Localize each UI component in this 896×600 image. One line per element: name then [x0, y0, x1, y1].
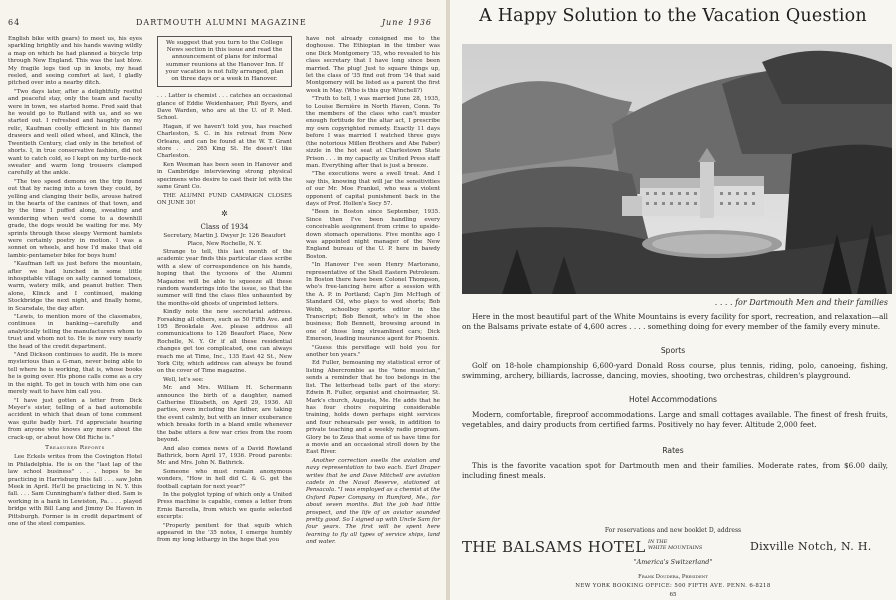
section-ornament: ✲ — [221, 209, 228, 219]
ad-tagline: . . . . for Dartmouth Men and their families — [714, 298, 888, 307]
class-title: Class of 1934 — [200, 222, 249, 231]
rates-text — [462, 461, 888, 480]
president-line: Frank Doudera, President — [638, 574, 708, 580]
booking-office: NEW YORK BOOKING OFFICE: 500 FIFTH AVE. PENN. 6-8218 — [575, 583, 771, 589]
paragraph: Strange to tell, this last month of the academic year finds this particular class scribe with a slew of correspondence on his hands, hoping that the tycoons of the Alumni Magazine will be able to squeeze all these random wanderings into the issue, so that the summer will find the class files unhaunted by the months-old ghosts of unprinted letters. — [157, 248, 292, 307]
right-page-advertisement — [450, 0, 896, 600]
page-number-right: 65 — [669, 592, 677, 598]
notice-box: We suggest that you turn to the College News section in this issue and read the announcement of plans for informal summer reunions at the Hanover Inn. If your vacation is not fully arranged, plan on three days or a week in Hanover. — [157, 36, 292, 87]
paragraph: Ken Weeman has been seen in Hanover and in Cambridge interviewing strong physical specimens who desire to cast their lot with the same Grant Co. — [157, 161, 292, 191]
paragraph: Lee Eckels writes from the Covington Hotel in Philadelphia. He is on the "last lap of the law school business" . . . hopes to be practicing in Harrisburg this fall . . . saw John Meek in April. He'll be practicing in N. Y. this fall. . . . Sam Cunningham's father died. Sam is working in a bank in Lewiston, Pa. . . . played bridge with Bill Lang and Jimmy De Haven in Pittsburgh. Former is in credit department of one of the steel companies. — [8, 454, 142, 527]
paragraph: Ed Fuller, bemoaning my statistical error of listing Abercrombie as the "lone musician," sends a reminder that he too belongs in the list. The letterhead tells part of the story: Edwin R. Fuller, organist and choirmaster, St. Mark's church, Augusta, Me. He adds that he has four choirs requiring considerable training, holds down perhaps eight services and four rehearsals per week, in addition to private teaching and a weekly radio program. Glory be to Zeus that some of us have time for a movie and an occasional stroll down by the East River. — [306, 360, 440, 456]
paragraph: "The two speed demons on the trip found out that by racing into a town they could, by yelling and clanging their bells, arouse hatred in the hearts of the canines of that town, and by the time I puffed along, sweating and wondering when we'd come to a downhill grade, the dogs would be waiting for me. My sprints through these sleepy Vermont hamlets were certainly poetry in motion. I was a sonnet on wheels, and how I'd make that old lambic-pentameter bike for boys hum! — [8, 178, 142, 259]
left-page — [0, 0, 446, 600]
paragraph: have not already consigned me to the doghouse. The Ethiopian in the timber was one Dick Montgomery '35, who revealed to his class secretary that I have long since been married. The plug! Just to square things up, let the class of '35 find out from '34 that said Montgomery will be listed as a parent the first week in May. (Who is this guy Winchell?) — [306, 36, 440, 94]
column-2 — [157, 36, 292, 546]
paragraph: "Truth to tell, I was married June 28, 1935, to Louise Bernière in North Haven, Conn. To the members of the class who can't muster enough fortitude for the altar act, I prescribe my own copyrighted remedy. Exactly 11 days before I was married I watched three guys (the notorious Millen Brothers and Abe Faber) sizzle in the hot seat at Charlestown State Prison . . . in my capacity as United Press staff man. Everything after that is just a breeze. — [306, 96, 440, 169]
paragraph: "In Hanover I've seen Henry Martorano, representative of the Shell Eastern Petroleum. In Boston there have been Colonel Thompson, who's free-lancing here after a session with the A. P. in Portland; Cap'n Jim McHugh of Standard Oil, who plays to wed shorts; Bob Webb, schoolboy sports editor in the Transcript; Bob Benoit, who's in the shoe business; Bob Bennett, browsing around in one of those long streamlined cars; Dick Emerson, leading insurance agent for Phoenix. — [306, 262, 440, 343]
sports-text — [462, 361, 888, 380]
slogan: "America's Switzerland" — [633, 558, 713, 566]
paragraph: Someone who must remain anonymous wonders, "How in hell did C. & G. get the football captain for next year?" — [157, 468, 292, 490]
paragraph: Mr. and Mrs. William H. Schermann announce the birth of a daughter, named Catherine Elizabeth, on April 29, 1936. All parties, even including the father, are taking the event calmly, but with an inner exuberance which breaks forth in a bland smile whenever the babe utters a few war cries from the room beyond. — [157, 385, 292, 444]
paragraph: "Guess this persiflage will hold you for another ten years." — [306, 344, 440, 359]
hotel-location: Dixville Notch, N. H. — [750, 540, 872, 553]
paragraph: And also comes news of a David Rowland Bathrick, born April 17, 1936. Proud parents: Mr. and Mrs. John N. Bathrick. — [157, 445, 292, 467]
paragraph: "I have just gotten a letter from Dick Meyer's sister, telling of a bad automobile accident in which that dean of tone comment was quite badly hurt. I'd appreciate hearing from anyone who knows any more about the crack-up, or about how Old Riche is." — [8, 397, 142, 441]
rates-heading: Rates — [662, 446, 684, 455]
column-1 — [8, 36, 142, 529]
hotel-name: THE BALSAMS HOTEL — [462, 538, 646, 556]
paragraph: "Been in Boston since September, 1935. Since then I've been handling every conceivable assignment from crime to upside-down stomach operations. Five months ago I was appointed night manager of the New England bureau of the U. P. here in bawdy Boston. — [306, 209, 440, 260]
paragraph: In the polyglot typing of which only a United Press machine is capable, comes a letter from Ernie Barcella, from which we quote selected excerpts: — [157, 491, 292, 521]
paragraph: "Two days later, after a delightfully restful and peaceful stay, only the team and faculty were in town, we started home. Fred said that he would go to Rutland with us, and so we started out. I refreshed and haughty on my relic, Kaufman coolly efficient in his flannel drawers and well oiled wheel, and Klinck, the Twentieth Century, clad only in the briefest of shorts. I, in true conservative fashion, did not want to catch cold, so I kept on my turtle-neck sweater and warm long trousers clamped carefully at the ankle. — [8, 88, 142, 177]
hotel-accommodations-heading: Hotel Accommodations — [628, 395, 717, 404]
ad-headline: A Happy Solution to the Vacation Question — [479, 6, 867, 26]
white-mountains-text: WHITE MOUNTAINS — [648, 545, 703, 551]
paragraph: Golf on 18-hole championship 6,600-yard Donald Ross course, plus tennis, riding, polo, canoeing, fishing, swimming, archery, billiards, lacrosse, dancing, movies, shooting, two orchestras, children's playground. — [462, 361, 888, 380]
ad-intro — [462, 312, 888, 331]
paragraph: Well, let's see: — [163, 376, 204, 383]
white-mountains-label — [648, 539, 702, 551]
sports-heading: Sports — [660, 346, 686, 355]
paragraph: "Properly penitent for that squib which appeared in the '35 notes, I emerge humbly from my long lethargy in the hope that you — [157, 522, 292, 544]
paragraph: Another correction swells the aviation and navy representation to two each. Earl Draper writes that he and Dave Mitchell are aviation cadets in the Naval Reserve, stationed at Pensacola. "I was employed as a chemist at the Oxford Paper Company in Rumford, Me., for about seven months. But the job had little prospect, and the life of an aviator sounded pretty good. So I signed up with Uncle Sam for four years. The first will be spent here learning to fly all types of service ships, land and water. — [306, 457, 440, 546]
in-the-label: IN THE — [648, 539, 668, 545]
paragraph: English bike with gears) to meet us, his eyes sparkling brightly and his hands waving wildly a map on which he had planned a bicycle trip through New England. This was the last blow. My fragile legs tied up in knots, my head reeled, and seeing comfort at last, I gladly pitched over into a nearby ditch. — [8, 36, 142, 87]
reservation-note: For reservations and new booklet D, address — [604, 527, 742, 534]
running-header — [8, 18, 432, 30]
paragraph: "The executions were a swell treat. And I say this, knowing that will jar the sensitivities of our Mr. Moe Frankel, who was a violent opponent of capital punishment back in the days of Prof. Hollen's Socy 57. — [306, 171, 440, 207]
paragraph: Modern, comfortable, fireproof accommodations. Large and small cottages available. The finest of fresh fruits, vegetables, and dairy products from certified farms. Positively no hay fever. Altitude 2,000 feet. — [462, 410, 888, 429]
page-number: 64 — [8, 18, 21, 27]
column-3 — [306, 36, 440, 548]
paragraph: "And Dickson continues to audit. He is more mysterious than a G-man, never being able to tell where he is working, that is, whose books he is going over. His phone calls come as a cry in the night. To get in touch with him one can merely wait to have him call you. — [8, 352, 142, 396]
paragraph: "Lewis, to mention more of the classmates, continues in banking—carefully and analytically telling the manufacturers whom to trust and whom not to. He is now very nearly the head of the credit department. — [8, 314, 142, 350]
class-secretary: Secretary, Martin J. Dwyer Jr. 126 Beaufort Place, New Rochelle, N. Y. — [163, 233, 286, 247]
mountain-resort-photo — [462, 44, 892, 294]
paragraph: . . . Latter is chemist . . . catches an occasional glance of Eddie Weidenhauer, Phil Byers, and Dave Warden, who are at the U. of P. Med. School. — [157, 93, 292, 122]
hotel-accommodations-text — [462, 410, 888, 429]
paragraph: Here in the most beautiful part of the White Mountains is every facility for sport, recreation, and relaxation—all on the Balsams private estate of 4,600 acres . . . . something doing for every member of the family every minute. — [462, 312, 888, 331]
magazine-title: DARTMOUTH ALUMNI MAGAZINE — [136, 18, 307, 27]
alumni-fund-notice: THE ALUMNI FUND CAMPAIGN CLOSES ON JUNE 30! — [157, 192, 292, 206]
paragraph: Hagan, if we haven't told you, has reached Charleston, S. C. in his retreat from New Orleans, and can be found at the W. T. Grant store . . . 265 King St. He doesn't like Charleston. — [157, 123, 292, 160]
section-heading: Treasurer Reports — [45, 444, 105, 451]
issue-date: June 1936 — [381, 18, 432, 27]
paragraph: Kindly note the new secretarial address. Forsaking all others, such as 50 Fifth Ave. and 195 Brookdale Ave. please address all communications to 126 Beaufort Place, New Rochelle, N. Y. Or if all these residential changes get too complicated, one can always reach me at Time, Inc., 135 East 42 St., New York City, which address can always be found on the cover of Time magazine. — [157, 309, 292, 375]
paragraph: This is the favorite vacation spot for Dartmouth men and their families. Moderate rates, from $6.00 daily, including finest meals. — [462, 461, 888, 480]
paragraph: "Kaufman left us just before the mountain, after we had lunched in some little inhospitable village on salty canned tomatoes, warm, watery milk, and peanut butter. Then alone, Klinck and I continued, making Stockbridge the next night, and finally home, in Scarsdale, the day after. — [8, 261, 142, 312]
